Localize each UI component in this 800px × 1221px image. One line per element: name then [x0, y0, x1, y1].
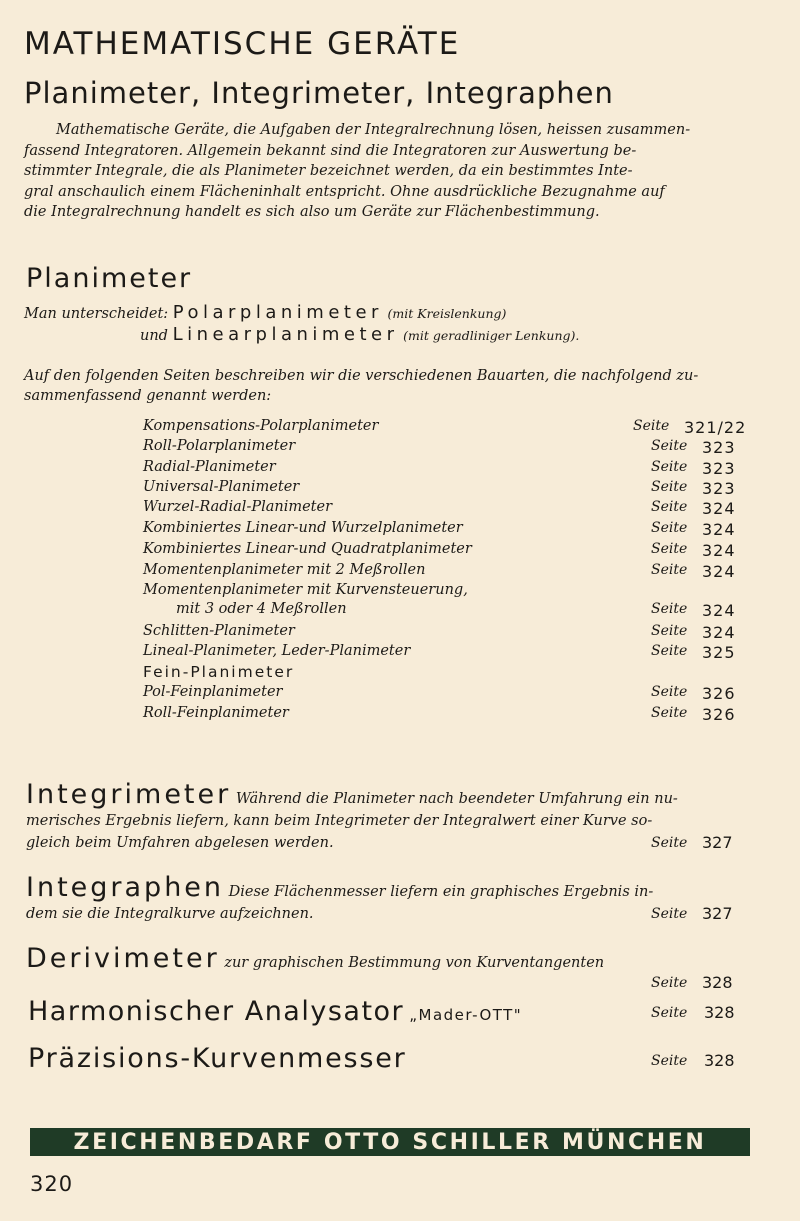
analysator-suffix: „Mader-OTT": [409, 1006, 523, 1024]
kurvenmesser-section: [28, 1043, 748, 1074]
integraphen-text: Diese Flächenmesser liefern ein graphisches Ergebnis in-: [228, 884, 654, 900]
integrimeter-section: [26, 779, 746, 854]
analysator-title: Harmonischer Analysator: [28, 996, 405, 1027]
integraphen-section: [26, 872, 746, 925]
integrimeter-text: gleich beim Umfahren abgelesen werden.: [26, 835, 334, 851]
page-subtitle: Planimeter, Integrimeter, Integraphen: [24, 76, 614, 110]
page-ref: 327: [702, 833, 733, 852]
distinguish-label: Man unterscheidet:: [24, 306, 169, 322]
intro-line: die Integralrechnung handelt es sich also um Geräte zur Flächenbestimmung.: [24, 204, 600, 220]
seite-label: Seite: [651, 975, 688, 991]
planimeter-intro-line: Auf den folgenden Seiten beschreiben wir die verschiedenen Bauarten, die nachfolgend zu-: [24, 368, 699, 384]
planimeter-heading: Planimeter: [26, 263, 193, 294]
integraphen-text: dem sie die Integralkurve aufzeichnen.: [26, 906, 314, 922]
kurvenmesser-title: Präzisions-Kurvenmesser: [28, 1043, 407, 1074]
intro-line: fassend Integratoren. Allgemein bekannt sind die Integratoren zur Auswertung be-: [24, 142, 637, 159]
page-ref: 328: [704, 1003, 735, 1022]
publisher-name: ZEICHENBEDARF OTTO SCHILLER MÜNCHEN: [73, 1129, 707, 1155]
seite-label: Seite: [651, 1053, 688, 1069]
integrimeter-text: Während die Planimeter nach beendeter Umfahrung ein nu-: [235, 791, 678, 807]
planimeter-intro-line: sammenfassend genannt werden:: [24, 388, 272, 404]
integrimeter-text: merisches Ergebnis liefern, kann beim Integrimeter der Integralwert einer Kurve so-: [26, 813, 653, 829]
and-label: und: [140, 328, 168, 344]
page-ref: 327: [702, 904, 733, 923]
planimeter-types-line-1: [24, 302, 506, 323]
derivimeter-section: [26, 943, 746, 994]
seite-label: Seite: [651, 1005, 688, 1021]
linearplanimeter-label: Linearplanimeter: [172, 324, 399, 345]
seite-label: Seite: [651, 835, 688, 851]
derivimeter-text: zur graphischen Bestimmung von Kurventangenten: [224, 955, 605, 971]
intro-paragraph: [24, 120, 744, 223]
intro-line: stimmter Integrale, die als Planimeter bezeichnet werden, da ein bestimmtes Inte-: [24, 163, 633, 179]
seite-label: Seite: [651, 906, 688, 922]
intro-line: Mathematische Geräte, die Aufgaben der Integralrechnung lösen, heissen zusammen-: [56, 122, 691, 138]
derivimeter-title: Derivimeter: [26, 943, 220, 974]
planimeter-intro: [24, 366, 754, 406]
planimeter-types-line-2: [140, 324, 579, 345]
footer-banner: [30, 1128, 750, 1156]
integrimeter-title: Integrimeter: [26, 779, 232, 810]
intro-line: gral anschaulich einem Flächeninhalt entspricht. Ohne ausdrückliche Bezugnahme auf: [24, 183, 665, 200]
page-number: 320: [30, 1172, 74, 1196]
analysator-section: [28, 996, 748, 1027]
page-ref: 328: [704, 1051, 735, 1070]
linearplanimeter-note: (mit geradliniger Lenkung).: [403, 328, 580, 343]
integraphen-title: Integraphen: [26, 872, 225, 903]
page-ref: 328: [702, 973, 733, 992]
page-title: MATHEMATISCHE GERÄTE: [24, 26, 461, 62]
polarplanimeter-label: Polarplanimeter: [172, 302, 383, 323]
polarplanimeter-note: (mit Kreislenkung): [387, 306, 507, 321]
catalog-page: MATHEMATISCHE GERÄTE Planimeter, Integrimeter, Integraphen Mathematische Geräte, die Aufgaben der Integralrechnung lösen, heissen zusammen- fassend Integratoren. Allgemein bekannt sind die Integratoren zur Auswertung be- stimmter Integrale, die als Planimeter bezeichnet werden, da ein bestimmtes Inte- gral anschaulich einem Flächeninhalt entspricht. Ohne ausdrückliche Bezugnahme auf die Integralrechnung handelt es sich also um Geräte zur Flächenbestimmung. Planimeter Man unterscheidet: Polarplanimeter (mit Kreislenkung) und Linearplanimeter (mit geradliniger Lenkung). Auf den folgenden Seiten beschreiben wir die verschiedenen Bauarten, die nachfolgend zu- sammenfassend genannt werden: Kompensations-Polarplanimeter Seite 321/22 Roll-Polarplanimeter Seite 323 Radial-Planimeter Seite 323 Universal-Planimeter Seite 323 Wurzel-Radial-Planimeter Seite 324 Kombiniertes Linear-und Wurzelplanimeter Seite 324 Kombiniertes Linear-und Quadratplanimeter Seite 324 Momentenplanimeter mit 2 Meßrollen Seite 324 Momentenplanimeter mit Kurvensteuerung, mit 3 oder 4 Meßrollen Seite 324 Schlitten-Planimeter Seite 324 Lineal-Planimeter, Leder-Planimeter Seite 325 Fein-Planimeter Pol-Feinplanimeter Seite 326 Roll-Feinplanimeter Seite 326 Integrimeter Während die Planimeter nach beendeter Umfahrung ein nu- merisches Ergebnis liefern, kann beim Integrimeter der Integralwert einer Kurve so- gleich beim Umfahren abgelesen werden. Seite 327 Integraphen Diese Flächenmesser liefern ein graphisches Ergebnis in- dem sie die Integralkurve aufzeichnen. Seite 327 Derivimeter zur graphischen Bestimmung von Kurventangenten Seite 328 Harmonischer Analysator „Mader-OTT" Seite 328 Präzisions-Kurvenmesser Seite 328 ZEICHENBEDARF OTTO SCHILLER MÜNCHEN 320: [0, 0, 800, 1221]
